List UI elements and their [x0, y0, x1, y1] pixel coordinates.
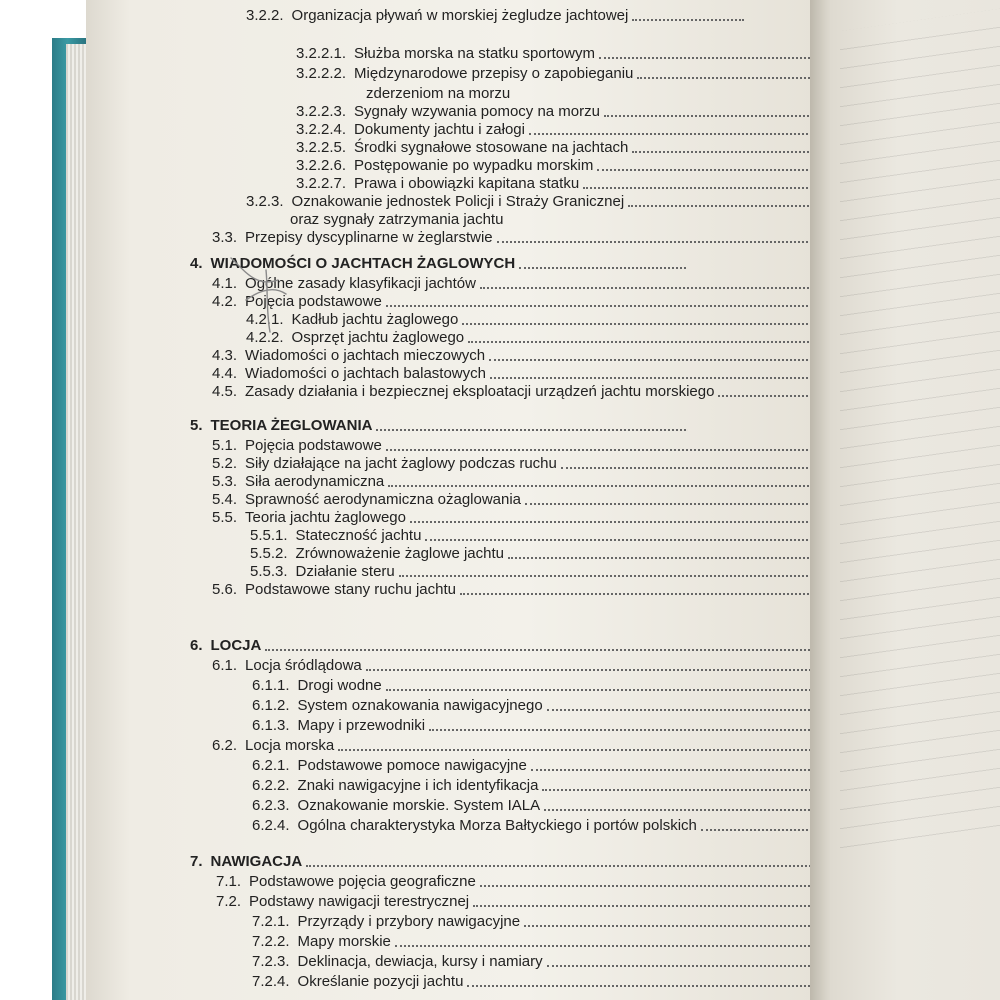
entry-title: Osprzęt jachtu żaglowego [291, 329, 465, 346]
chapter-title: WIADOMOŚCI O JACHTACH ŻAGLOWYCH [210, 255, 516, 272]
toc-entry [252, 912, 886, 932]
toc-entry [252, 676, 886, 696]
toc-entry [212, 490, 884, 510]
entry-title: Siły działające na jacht żaglowy podczas ruchu [245, 455, 557, 472]
toc-entry [252, 932, 886, 952]
dot-leader [480, 287, 852, 289]
facing-page [830, 0, 1000, 1000]
toc-entry [250, 562, 884, 582]
toc-entry [252, 776, 886, 796]
entry-title: Ogólne zasady klasyfikacji jachtów [245, 275, 476, 292]
toc-entry [212, 292, 884, 312]
entry-number: 4.2. [212, 293, 238, 310]
toc-chapter [190, 416, 690, 436]
dot-leader [490, 377, 852, 379]
dot-leader [542, 789, 854, 791]
toc-entry [290, 210, 690, 230]
toc-entry [296, 102, 884, 122]
toc-entry [212, 364, 884, 384]
dot-leader [632, 19, 744, 21]
entry-title: Locja śródlądowa [245, 657, 362, 674]
entry-title: Przyrządy i przybory nawigacyjne [297, 913, 521, 930]
toc-entry [296, 174, 884, 194]
entry-title: Pojęcia podstawowe [245, 293, 382, 310]
entry-title: Teoria jachtu żaglowego [245, 509, 406, 526]
toc-entry [212, 274, 884, 294]
entry-title: Podstawy nawigacji terestrycznej [249, 893, 470, 910]
toc-entry [216, 892, 886, 912]
entry-title: Międzynarodowe przepisy o zapobieganiu [354, 65, 634, 82]
entry-number: 6.1.2. [252, 697, 290, 714]
toc-chapter [190, 852, 886, 872]
toc-entry [212, 656, 886, 676]
entry-number: 4.1. [212, 275, 238, 292]
entry-number: 3.2.2.3. [296, 103, 347, 120]
entry-number: 6.1.1. [252, 677, 290, 694]
entry-number: 7.1. [216, 873, 242, 890]
chapter-title: LOCJA [210, 637, 262, 654]
toc-entry [212, 346, 884, 366]
chapter-number: 7. [190, 853, 203, 870]
entry-number: 4.4. [212, 365, 238, 382]
dot-leader [410, 521, 852, 523]
toc-entry [212, 382, 884, 402]
entry-title: Mapy morskie [297, 933, 391, 950]
dot-leader [467, 985, 854, 987]
entry-number: 3.3. [212, 229, 238, 246]
toc-entry [252, 756, 886, 776]
dot-leader [524, 925, 854, 927]
toc-entry [296, 156, 884, 176]
entry-title: Oznakowanie morskie. System IALA [297, 797, 541, 814]
toc-page [86, 0, 818, 1000]
toc-entry [252, 816, 896, 836]
dot-leader [338, 749, 854, 751]
toc-entry [296, 44, 870, 64]
toc-entry [252, 796, 886, 816]
entry-title: System oznakowania nawigacyjnego [297, 697, 543, 714]
entry-title: Wiadomości o jachtach mieczowych [245, 347, 486, 364]
dot-leader [265, 649, 854, 651]
toc-entry [252, 952, 886, 972]
table-of-contents [86, 0, 818, 1000]
entry-title: Drogi wodne [297, 677, 382, 694]
dot-leader [425, 539, 852, 541]
toc-entry [246, 6, 776, 26]
toc-entry [296, 64, 882, 84]
dot-leader [429, 729, 854, 731]
entry-title: Postępowanie po wypadku morskim [354, 157, 594, 174]
dot-leader [519, 267, 686, 269]
toc-entry [212, 736, 886, 756]
entry-title: Sprawność aerodynamiczna ożaglowania [245, 491, 522, 508]
entry-title: Pojęcia podstawowe [245, 437, 382, 454]
entry-title: Określanie pozycji jachtu [297, 973, 464, 990]
dot-leader [529, 133, 852, 135]
entry-title: Deklinacja, dewiacja, kursy i namiary [297, 953, 543, 970]
entry-number: 3.2.3. [246, 193, 284, 210]
dot-leader [547, 965, 854, 967]
entry-number: 6.2.2. [252, 777, 290, 794]
entry-number: 5.6. [212, 581, 238, 598]
entry-number: 5.5.2. [250, 545, 288, 562]
entry-number: 7.2.1. [252, 913, 290, 930]
entry-number: 4.3. [212, 347, 238, 364]
toc-entry [212, 508, 884, 528]
toc-entry [212, 472, 884, 492]
entry-title: Prawa i obowiązki kapitana statku [354, 175, 580, 192]
dot-leader [544, 809, 854, 811]
entry-number: 7.2.2. [252, 933, 290, 950]
dot-leader [525, 503, 852, 505]
toc-entry [246, 328, 884, 348]
entry-number: 5.4. [212, 491, 238, 508]
entry-title: Sygnały wzywania pomocy na morzu [354, 103, 600, 120]
entry-title: Organizacja pływań w morskiej żegludze jachtowej [291, 7, 629, 24]
toc-entry [252, 972, 886, 992]
entry-number: 6.1. [212, 657, 238, 674]
entry-title: Działanie steru [295, 563, 395, 580]
entry-number: 7.2. [216, 893, 242, 910]
entry-title: Podstawowe pojęcia geograficzne [249, 873, 476, 890]
entry-title: Wiadomości o jachtach balastowych [245, 365, 486, 382]
chapter-title: TEORIA ŻEGLOWANIA [210, 417, 373, 434]
toc-entry [212, 454, 884, 474]
dot-leader [508, 557, 852, 559]
entry-number: 6.2. [212, 737, 238, 754]
entry-title: Zrównoważenie żaglowe jachtu [295, 545, 504, 562]
facing-page-text-lines [840, 9, 1000, 851]
entry-number: 3.2.2.7. [296, 175, 347, 192]
entry-title: Znaki nawigacyjne i ich identyfikacja [297, 777, 539, 794]
entry-number: 5.1. [212, 437, 238, 454]
entry-title: Mapy i przewodniki [297, 717, 426, 734]
chapter-number: 6. [190, 637, 203, 654]
entry-title: Oznakowanie jednostek Policji i Straży Granicznej [291, 193, 625, 210]
dot-leader [599, 57, 838, 59]
dot-leader [531, 769, 854, 771]
entry-number: 3.2.2.2. [296, 65, 347, 82]
toc-chapter [190, 636, 886, 656]
toc-entry [212, 228, 884, 248]
entry-number: 5.5. [212, 509, 238, 526]
dot-leader [460, 593, 852, 595]
entry-title: Służba morska na statku sportowym [354, 45, 595, 62]
page-edges [66, 44, 88, 1000]
dot-leader [462, 323, 852, 325]
dot-leader [399, 575, 852, 577]
dot-leader [306, 865, 854, 867]
entry-title: Zasady działania i bezpiecznej eksploatacji urządzeń jachtu morskiego [245, 383, 715, 400]
entry-number: 5.5.3. [250, 563, 288, 580]
dot-leader [386, 689, 854, 691]
toc-entry [252, 696, 886, 716]
entry-number: 6.2.1. [252, 757, 290, 774]
chapter-number: 4. [190, 255, 203, 272]
toc-entry [250, 544, 884, 564]
entry-number: 7.2.3. [252, 953, 290, 970]
entry-number: 6.2.4. [252, 817, 290, 834]
pencil-mark-icon [226, 250, 296, 340]
entry-number: 3.2.2.4. [296, 121, 347, 138]
toc-entry [366, 84, 766, 104]
dot-leader [395, 945, 854, 947]
entry-title: Stateczność jachtu [295, 527, 422, 544]
entry-number: 4.2.2. [246, 329, 284, 346]
toc-entry [246, 310, 884, 330]
entry-title: Locja morska [245, 737, 335, 754]
entry-number: 6.1.3. [252, 717, 290, 734]
entry-number: 3.2.2. [246, 7, 284, 24]
entry-title: Kadłub jachtu żaglowego [291, 311, 459, 328]
dot-leader [561, 467, 852, 469]
entry-number: 7.2.4. [252, 973, 290, 990]
dot-leader [480, 885, 854, 887]
entry-title: Przepisy dyscyplinarne w żeglarstwie [245, 229, 493, 246]
toc-entry [252, 716, 886, 736]
entry-number: 4.2.1. [246, 311, 284, 328]
entry-number: 6.2.3. [252, 797, 290, 814]
entry-number: 4.5. [212, 383, 238, 400]
dot-leader [547, 709, 854, 711]
dot-leader [366, 669, 854, 671]
toc-entry [246, 192, 884, 212]
entry-title: Podstawowe stany ruchu jachtu [245, 581, 456, 598]
entry-number: 5.2. [212, 455, 238, 472]
dot-leader [473, 905, 854, 907]
toc-entry [296, 138, 884, 158]
entry-number: 3.2.2.5. [296, 139, 347, 156]
entry-title: Podstawowe pomoce nawigacyjne [297, 757, 527, 774]
dot-leader [376, 429, 686, 431]
entry-title: Środki sygnałowe stosowane na jachtach [354, 139, 629, 156]
toc-entry [250, 526, 884, 546]
dot-leader [468, 341, 852, 343]
entry-number: 5.3. [212, 473, 238, 490]
toc-entry [212, 436, 884, 456]
dot-leader [497, 241, 852, 243]
entry-number: 3.2.2.1. [296, 45, 347, 62]
entry-title: Dokumenty jachtu i załogi [354, 121, 525, 138]
entry-title: Ogólna charakterystyka Morza Bałtyckiego i portów polskich [297, 817, 697, 834]
toc-entry [216, 872, 886, 892]
entry-title: Siła aerodynamiczna [245, 473, 385, 490]
dot-leader [489, 359, 852, 361]
entry-title: oraz sygnały zatrzymania jachtu [290, 211, 504, 228]
dot-leader [386, 305, 852, 307]
toc-entry [296, 120, 884, 140]
entry-number: 3.2.2.6. [296, 157, 347, 174]
dot-leader [386, 449, 852, 451]
entry-title: zderzeniom na morzu [366, 85, 511, 102]
toc-entry [212, 580, 884, 600]
entry-number: 5.5.1. [250, 527, 288, 544]
dot-leader [388, 485, 852, 487]
chapter-title: NAWIGACJA [210, 853, 303, 870]
chapter-number: 5. [190, 417, 203, 434]
